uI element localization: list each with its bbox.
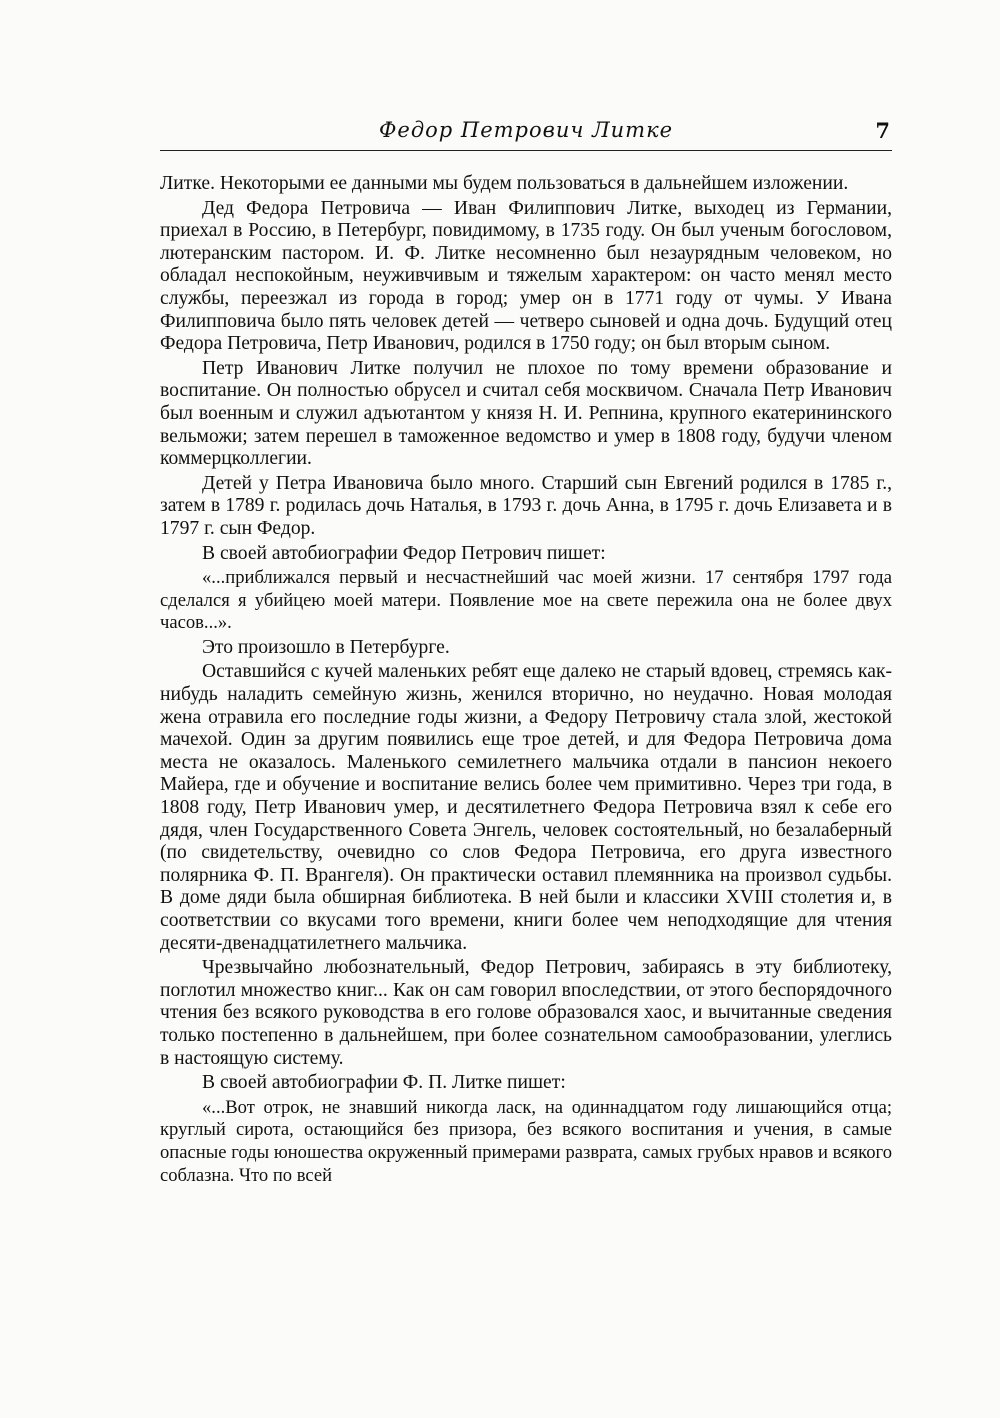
paragraph: В своей автобиографии Ф. П. Литке пишет: [202,1072,566,1094]
paragraph: В своей автобиографии Федор Петрович пишет: [202,542,606,564]
header-rule [160,150,892,151]
paragraph: Литке. Некоторыми ее данными мы будем пользоваться в дальнейшем изложении. [160,173,849,194]
paragraph: Детей у Петра Ивановича было много. Старший сын Евгений родился в 1785 г., затем в 1789 г. родилась дочь Наталья, в 1793 г. дочь Анна, в 1795 г. дочь Елизавета и в 1797 г. сын Федор. [160,472,892,539]
page-number: 7 [875,118,890,143]
paragraph: Дед Федора Петровича — Иван Филиппович Литке, выходец из Германии, приехал в Россию, в Петербург, повидимому, в 1735 году. Он был ученым богословом, лютеранским пастором. И. Ф. Литке несомненно был незаурядным человеком, но обладал неспокойным, неуживчивым и тяжелым характером: он часто менял место службы, переезжал из города в город; умер он в 1771 году от чумы. У Ивана Филипповича было пять человек детей — четверо сыновей и одна дочь. Будущий отец Федора Петровича, Петр Иванович, родился в 1750 году; он был вторым сыном. [160,197,892,355]
paragraph: Это произошло в Петербурге. [202,636,450,658]
quote-paragraph: «...Вот отрок, не знавший никогда ласк, на одиннадцатом году лишающийся отца; круглый сирота, остающийся без призора, без всякого воспитания и учения, в самые опасные годы юношества окруженный примерами разврата, самых грубых нравов и всякого соблазна. Что по всей [160,1096,892,1186]
running-title: Федор Петрович Литке [378,118,674,142]
quote-paragraph: «...приближался первый и несчастнейший час моей жизни. 17 сентября 1797 года сделался я убийцею моей матери. Появление мое на свете пережила она не более двух часов...». [160,567,892,634]
body-text [160,173,892,1189]
page-header [160,118,892,152]
paragraph: Чрезвычайно любознательный, Федор Петрович, забираясь в эту библиотеку, поглотил множество книг... Как он сам говорил впоследствии, от этого беспорядочного чтения без всякого руководства в его голове образовался хаос, и вычитанные сведения только постепенно в дальнейшем, при более сознательном самообразовании, улеглись в настоящую систему. [160,957,892,1069]
paragraph: Оставшийся с кучей маленьких ребят еще далеко не старый вдовец, стремясь как-нибудь наладить семейную жизнь, женился вторично, но неудачно. Новая молодая жена отравила его последние годы жизни, а Федору Петровичу стала злой, жестокой мачехой. Один за другим появились еще трое детей, и для Федора Петровича дома места не оказалось. Маленького семилетнего мальчика отдали в пансион некоего Майера, где и обучение и воспитание велись более чем примитивно. Через три года, в 1808 году, Петр Иванович умер, и десятилетнего Федора Петровича взял к себе его дядя, член Государственного Совета Энгель, человек состоятельный, но безалаберный (по свидетельству, очевидно со слов Федора Петровича, его друга известного полярника Ф. П. Врангеля). Он практически оставил племянника на произвол судьбы. В доме дяди была обширная библиотека. В ней были и классики XVIII столетия и, в соответствии со вкусами того времени, книги более чем неподходящие для чтения десяти-двенадцатилетнего мальчика. [160,661,892,954]
paragraph: Петр Иванович Литке получил не плохое по тому времени образование и воспитание. Он полностью обрусел и считал себя москвичом. Сначала Петр Иванович был военным и служил адъютантом у князя Н. И. Репнина, крупного екатерининского вельможи; затем перешел в таможенное ведомство и умер в 1808 году, будучи членом коммерцколлегии. [160,357,892,470]
